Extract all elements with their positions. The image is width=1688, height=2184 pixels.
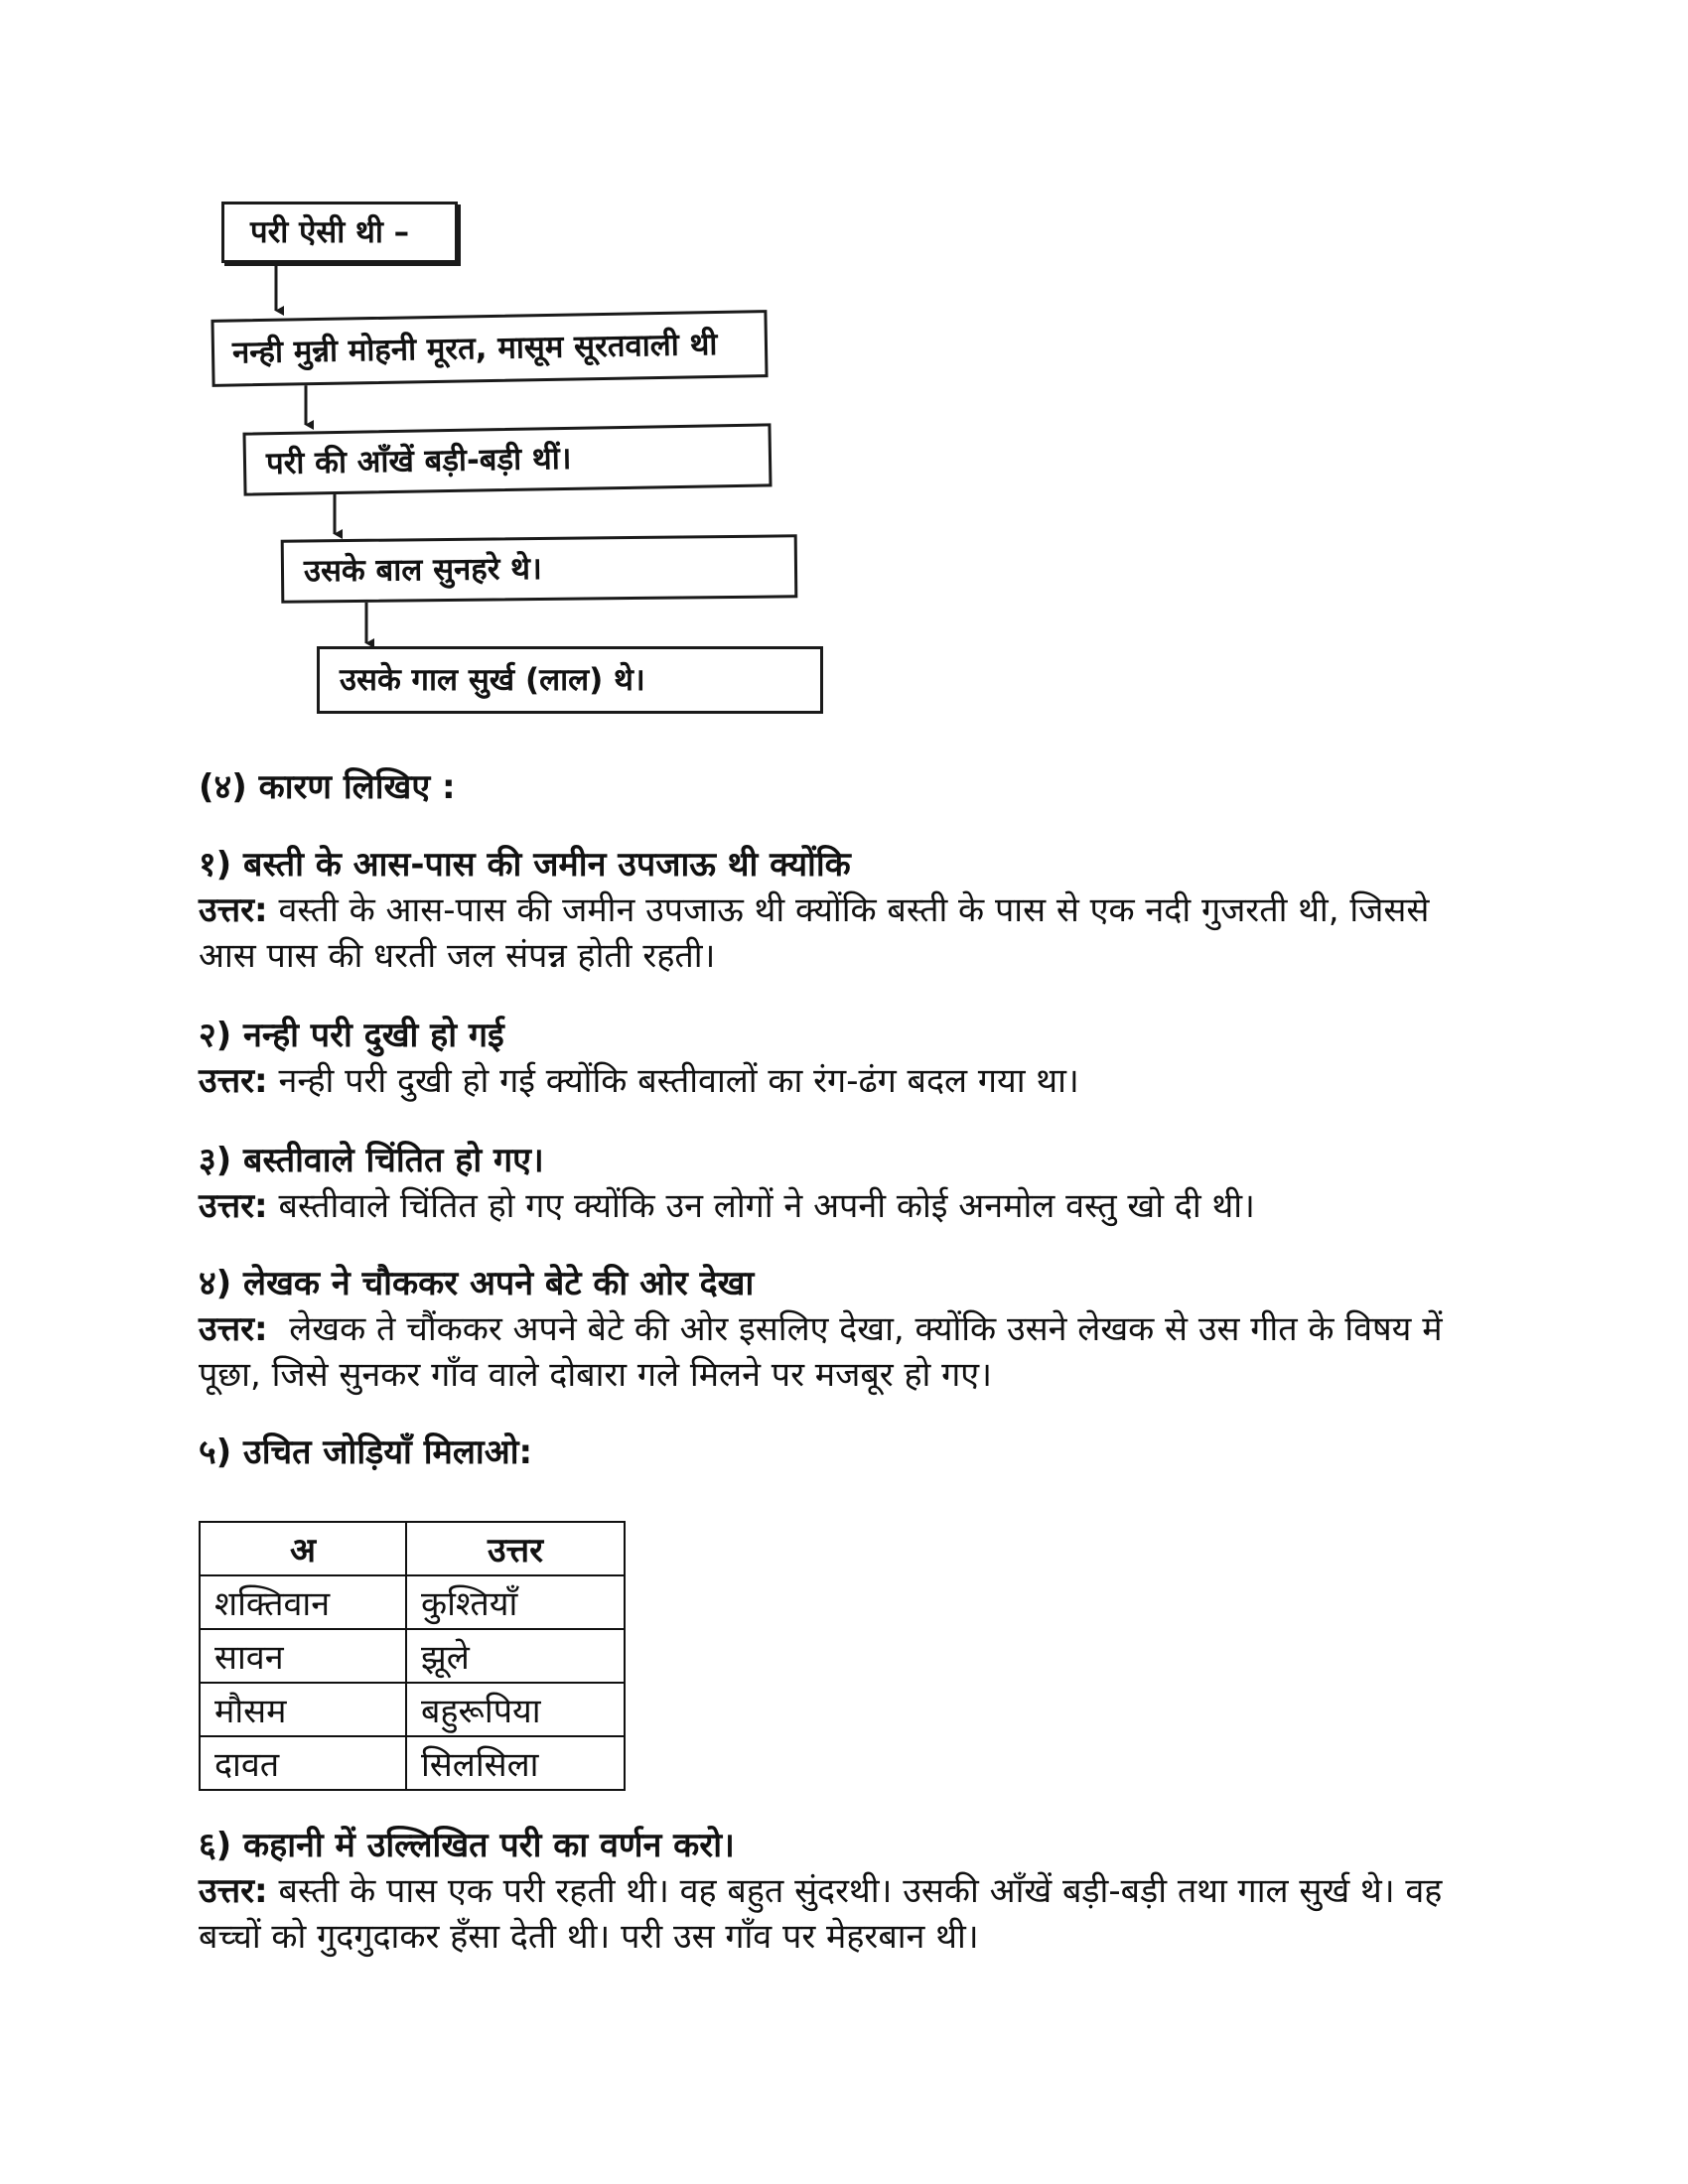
q3-question: ३) बस्तीवाले चिंतित हो गए। — [199, 1141, 544, 1180]
diagram-box-4-text: उसके गाल सुर्ख (लाल) थे। — [340, 661, 645, 698]
q2-answer — [199, 1058, 1509, 1104]
q1-answer-line-1: वस्ती के आस-पास की जमीन उपजाऊ थी क्योंकि बस्ती के पास से एक नदी गुजरती थी, जिससे — [267, 890, 1430, 930]
table-cell: झूले — [406, 1629, 625, 1683]
pairs-table — [199, 1521, 626, 1791]
q2-question: २) नन्ही परी दुखी हो गई — [199, 1016, 504, 1055]
table-cell: बहुरूपिया — [406, 1683, 625, 1736]
q6-answer-line-1: बस्ती के पास एक परी रहती थी। वह बहुत सुंदरथी। उसकी आँखें बड़ी-बड़ी तथा गाल सुर्ख थे। वह — [267, 1871, 1443, 1911]
table-header: अ — [200, 1522, 406, 1575]
flow-diagram — [204, 194, 859, 730]
q1-answer-label: उत्तर: — [199, 890, 268, 930]
diagram-box-3 — [281, 534, 798, 603]
diagram-title: परी ऐसी थी – — [250, 213, 410, 250]
q4-answer-label: उत्तर: — [199, 1309, 268, 1349]
q3-answer-label: उत्तर: — [199, 1186, 268, 1226]
table-cell: सावन — [200, 1629, 406, 1683]
q6-answer-line-2: बच्चों को गुदगुदाकर हँसा देती थी। परी उस गाँव पर मेहरबान थी। — [199, 1917, 979, 1957]
q4-question: ४) लेखक ने चौककर अपने बेटे की ओर देखा — [199, 1264, 755, 1303]
diagram-box-3-text: उसके बाल सुनहरे थे। — [303, 550, 542, 589]
table-cell: मौसम — [200, 1683, 406, 1736]
q3-answer-line-1: बस्तीवाले चिंतित हो गए क्योंकि उन लोगों ने अपनी कोई अनमोल वस्तु खो दी थी। — [267, 1186, 1255, 1226]
q4-answer — [199, 1306, 1509, 1352]
table-row — [200, 1736, 625, 1790]
section4-heading: (४) कारण लिखिए : — [199, 767, 456, 807]
table-cell: दावत — [200, 1736, 406, 1790]
q1-answer-line-2: आस पास की धरती जल संपन्न होती रहती। — [199, 936, 716, 976]
table-header: उत्तर — [406, 1522, 625, 1575]
q2-answer-label: उत्तर: — [199, 1061, 268, 1101]
table-row — [200, 1575, 625, 1629]
diagram-box-2-text: परी की आँखें बड़ी-बड़ी थीं। — [265, 440, 572, 481]
table-cell: कुश्तियाँ — [406, 1575, 625, 1629]
q4-answer-line-2: पूछा, जिसे सुनकर गाँव वाले दोबारा गले मिलने पर मजबूर हो गए। — [199, 1355, 992, 1395]
table-cell: शक्तिवान — [200, 1575, 406, 1629]
diagram-box-1-text: नन्ही मुन्नी मोहनी मूरत, मासूम सूरतवाली थी — [231, 326, 718, 371]
table-row — [200, 1683, 625, 1736]
q3-answer — [199, 1183, 1509, 1229]
table-cell: सिलसिला — [406, 1736, 625, 1790]
q4-answer-line-1: लेखक ते चौंककर अपने बेटे की ओर इसलिए देखा, क्योंकि उसने लेखक से उस गीत के विषय में — [267, 1309, 1443, 1349]
diagram-box-2 — [242, 423, 772, 495]
diagram-box-4 — [317, 646, 823, 714]
table-header-row — [200, 1522, 625, 1575]
q6-answer-label: उत्तर: — [199, 1871, 268, 1911]
diagram-title-box — [221, 202, 458, 263]
section5-heading: ५) उचित जोड़ियाँ मिलाओ: — [199, 1433, 533, 1472]
q1-question: १) बस्ती के आस-पास की जमीन उपजाऊ थी क्योंकि — [199, 845, 851, 885]
table-row — [200, 1629, 625, 1683]
q6-answer — [199, 1868, 1509, 1914]
diagram-box-1 — [211, 310, 768, 387]
q1-answer — [199, 887, 1509, 933]
q6-question: ६) कहानी में उल्लिखित परी का वर्णन करो। — [199, 1826, 735, 1865]
q2-answer-line-1: नन्ही परी दुखी हो गई क्योंकि बस्तीवालों का रंग-ढंग बदल गया था। — [267, 1061, 1079, 1101]
